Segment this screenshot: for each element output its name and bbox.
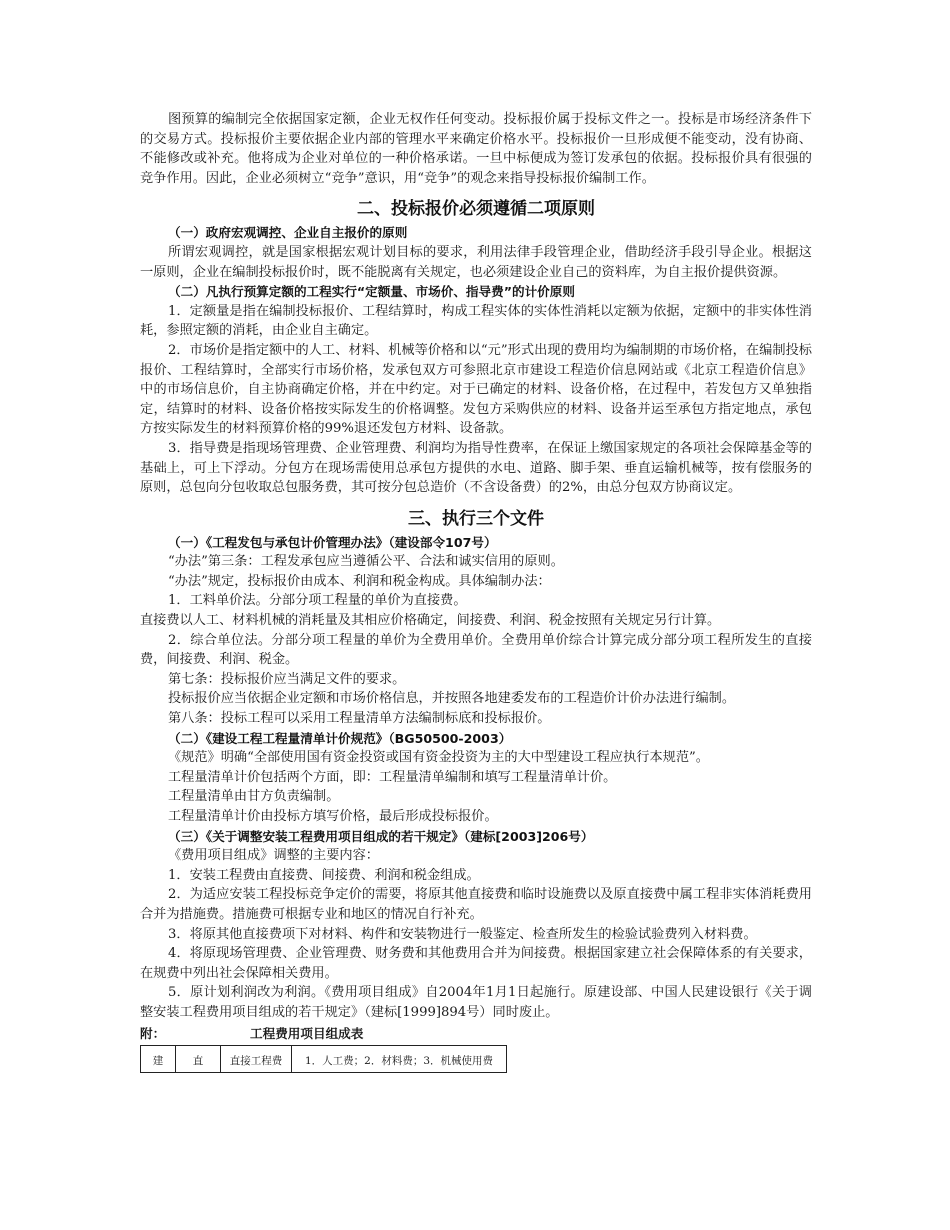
section-3-subheading-1: （一）《工程发包与承包计价管理办法》（建设部令107号） <box>168 534 497 550</box>
list-item: 2．市场价是指定额中的人工、材料、机械等价格和以“元”形式出现的费用均为编制期的市场价格，在编制投标报价、工程结算时，全部实行市场价格，发承包双方可参照北京市建设工程造价信息网站或《北京工程造价信息》中的市场信息价，自主协商确定价格，并在中约定。对于已确定的材料、设备价格，在过程中，若发包方又单独指定，结算时的材料、设备价格按实际发生的价格调整。发包方采购供应的材料、设备并运至承包方指定地点，承包方按实际发生的材料预算价格的99%退还发包方材料、设备款。 <box>140 342 812 437</box>
section-3-subheading-2: （二）《建设工程工程量清单计价规范》（BG50500-2003） <box>168 730 512 746</box>
appendix-title: 工程费用项目组成表 <box>250 1025 364 1041</box>
list-item: 1．定额量是指在编制投标报价、工程结算时，构成工程实体的实体性消耗以定额为依据，定额中的非实体性消耗，参照定额的消耗，由企业自主确定。 <box>140 303 812 339</box>
paragraph: 《费用项目组成》调整的主要内容： <box>168 848 379 864</box>
paragraph: 《规范》明确“全部使用国有资金投资或国有资金投资为主的大中型建设工程应执行本规范”。 <box>168 750 709 766</box>
appendix-label: 附： <box>140 1025 166 1041</box>
list-item: 5．原计划利润改为利润。《费用项目组成》自2004年1月1日起施行。原建设部、中国人民建设银行《关于调整安装工程费用项目组成的若干规定》（建标[1999]894号）同时废止。 <box>140 985 812 1020</box>
section-3-subheading-3: （三）《关于调整安装工程费用项目组成的若干规定》（建标[2003]206号） <box>168 828 594 844</box>
list-item: 2．综合单位法。分部分项工程量的单价为全费用单价。全费用单价综合计算完成分部分项工程所发生的直接费，间接费、利润、税金。 <box>140 632 812 668</box>
paragraph: 工程量清单计价包括两个方面，即：工程量清单编制和填写工程量清单计价。 <box>168 769 617 785</box>
list-item: 1．安装工程费由直接费、间接费、利润和税金组成。 <box>168 867 480 883</box>
appendix-header <box>140 1025 812 1043</box>
list-item: 4．将原现场管理费、企业管理费、财务费和其他费用合并为间接费。根据国家建立社会保障体系的有关要求，在规费中列出社会保障相关费用。 <box>140 946 812 981</box>
section-2-heading: 二、投标报价必须遵循二项原则 <box>357 199 595 220</box>
list-item: 1．工料单价法。分部分项工程量的单价为直接费。 <box>168 593 467 609</box>
paragraph: 工程量清单由甘方负责编制。 <box>168 789 340 805</box>
paragraph: 所谓宏观调控，就是国家根据宏观计划目标的要求，利用法律手段管理企业，借助经济手段引导企业。根据这一原则，企业在编制投标报价时，既不能脱离有关规定，也必须建设企业自己的资料库，为自主报价提供资源。 <box>140 244 812 280</box>
table-cell: 建 <box>141 1045 176 1072</box>
table-cell: 直 <box>176 1045 221 1072</box>
paragraph: 直接费以人工、材料机械的消耗量及其相应价格确定，间接费、利润、税金按照有关规定另行计算。 <box>140 613 721 629</box>
paragraph: 第七条：投标报价应当满足文件的要求。 <box>168 671 406 687</box>
list-item: 2．为适应安装工程投标竞争定价的需要，将原其他直接费和临时设施费以及原直接费中属工程非实体消耗费用合并为措施费。措施费可根据专业和地区的情况自行补充。 <box>140 887 812 922</box>
paragraph: 投标报价应当依据企业定额和市场价格信息，并按照各地建委发布的工程造价计价办法进行编制。 <box>168 691 736 707</box>
intro-paragraph: 图预算的编制完全依据国家定额，企业无权作任何变动。投标报价属于投标文件之一。投标是市场经济条件下的交易方式。投标报价主要依据企业内部的管理水平来确定价格水平。投标报价一旦形成便不能变动，没有协商、不能修改或补充。他将成为企业对单位的一种价格承诺。一旦中标便成为签订发承包的依据。投标报价具有很强的竞争作用。因此，企业必须树立“竞争”意识，用“竞争”的观念来指导投标报价编制工作。 <box>140 112 812 186</box>
paragraph: “办法”规定，投标报价由成本、利润和税金构成。具体编制办法： <box>168 573 551 589</box>
table-row <box>141 1045 507 1072</box>
section-3-heading: 三、执行三个文件 <box>408 508 544 529</box>
paragraph: 第八条：投标工程可以采用工程量清单方法编制标底和投标报价。 <box>168 711 551 727</box>
list-item: 3．将原其他直接费项下对材料、构件和安装物进行一般鉴定、检查所发生的检验试验费列入材料费。 <box>168 926 757 942</box>
paragraph: “办法”第三条：工程发承包应当遵循公平、合法和诚实信用的原则。 <box>168 554 564 570</box>
list-item: 3．指导费是指现场管理费、企业管理费、利润均为指导性费率，在保证上缴国家规定的各项社会保障基金等的基础上，可上下浮动。分包方在现场需使用总承包方提供的水电、道路、脚手架、垂直运输机械等，按有偿服务的原则，总包向分包收取总包服务费，其可按分包总造价（不含设备费）的2%，由总分包双方协商议定。 <box>140 440 812 496</box>
document-page <box>140 110 812 1073</box>
table-cell: 直接工程费 <box>221 1045 292 1072</box>
table-cell: 1．人工费；2．材料费；3．机械使用费 <box>292 1045 507 1072</box>
paragraph: 工程量清单计价由投标方填写价格，最后形成投标报价。 <box>168 809 498 824</box>
section-2-subheading-1: （一）政府宏观调控、企业自主报价的原则 <box>168 225 408 241</box>
section-2-subheading-2: （二）凡执行预算定额的工程实行“定额量、市场价、指导费”的计价原则 <box>168 284 575 300</box>
fee-composition-table <box>140 1045 507 1073</box>
